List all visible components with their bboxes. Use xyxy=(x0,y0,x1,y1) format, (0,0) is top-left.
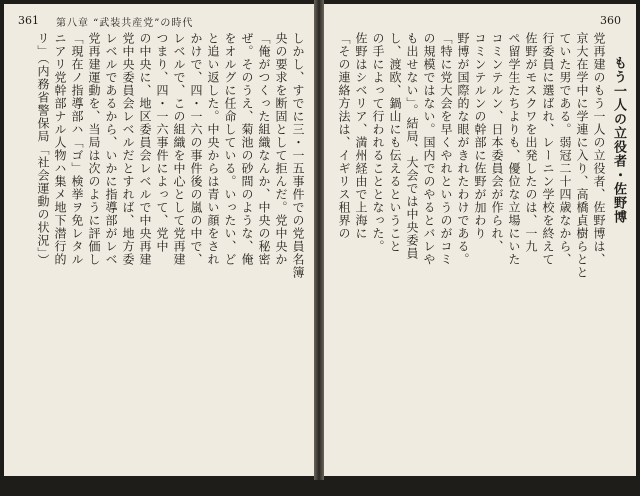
text-column: リ」（内務省警保局「社会運動の状況」） xyxy=(36,32,50,267)
text-column: 「現在ノ指導部ハ「ゴ」検挙ヲ免レタル xyxy=(70,32,84,266)
text-column: 党再建運動を、当局は次のように評価し xyxy=(87,32,101,266)
text-column: の中央に、地区委員会レベルで中央再建 xyxy=(138,32,152,266)
text-column: の規模ではない。国内でのやるとバレや xyxy=(422,32,436,266)
text-column: をオルグに任命している。いったい、ど xyxy=(223,32,237,266)
text-column: 党中央委員会レベルだとすれば、地方委 xyxy=(121,32,135,266)
page-number: 361 xyxy=(18,14,39,27)
text-column: 「特に党大会を早くやれというのがコミ xyxy=(439,32,453,266)
text-column: し、渡欧、鍋山にも伝えるということ xyxy=(388,32,402,253)
page-number: 360 xyxy=(600,14,621,27)
left-page xyxy=(4,4,316,476)
text-column: 央の要求を断固として拒んだ。党中央か xyxy=(274,32,288,266)
text-column: と追い返した。中央からは青い顔をされ xyxy=(206,32,220,266)
text-column: ニアリ党幹部ナル人物ハ集メ地下潜行的 xyxy=(53,32,67,266)
text-column: しかし、すでに三・一五事件での党員名簿 xyxy=(291,32,305,279)
text-column: 「俺がつくった組織なんか、中央の秘密 xyxy=(257,32,271,266)
text-column: 党再建のもう一人の立役者、佐野博は、 xyxy=(592,32,606,266)
text-column: 佐野はシベリア、満州経由で上海に xyxy=(354,32,368,240)
text-column: つまり、四・一六事件によって、党中 xyxy=(155,32,169,253)
text-column: 京大在学中に学連に入り、高橋貞樹らとと xyxy=(575,32,589,279)
text-column: レベルであるから、いかに指導部がレベ xyxy=(104,32,118,266)
text-column: ペ留学生たちよりも、優位な立場にいた xyxy=(507,32,521,266)
text-column: ていた男である。弱冠二十四歳なから、 xyxy=(558,32,572,266)
text-column: コミンテルンの幹部に佐野が加わり xyxy=(473,32,487,240)
running-header: 第八章 “武装共産党”の時代 xyxy=(56,18,194,29)
text-column: 「その連絡方法は、イギリス租界の xyxy=(337,32,351,240)
text-column: かけで、四・一六の事件後の嵐の中で、 xyxy=(189,32,203,266)
text-column: の手によって行われることとなった。 xyxy=(371,32,385,253)
book-gutter xyxy=(314,0,324,480)
text-column: ぜ。そのうえ、菊池の砂間のような、俺 xyxy=(240,32,254,266)
text-column: 佐野がモスクワを出発したのは、一九 xyxy=(524,32,538,253)
text-column: レベルで、この組織を中心として党再建 xyxy=(172,32,186,266)
right-page xyxy=(322,4,636,476)
section-heading: もう一人の立役者・佐野博 xyxy=(611,56,626,224)
text-column: も出せない」。結局、大会では中央委員 xyxy=(405,32,419,260)
text-column: コミンテルン、日本委員会が作られ、 xyxy=(490,32,504,253)
text-column: 野博が国際的な眼がきれたわけである。 xyxy=(456,32,470,266)
text-column: 行委員に選ばれ、レーニン学校を終えて xyxy=(541,32,555,266)
